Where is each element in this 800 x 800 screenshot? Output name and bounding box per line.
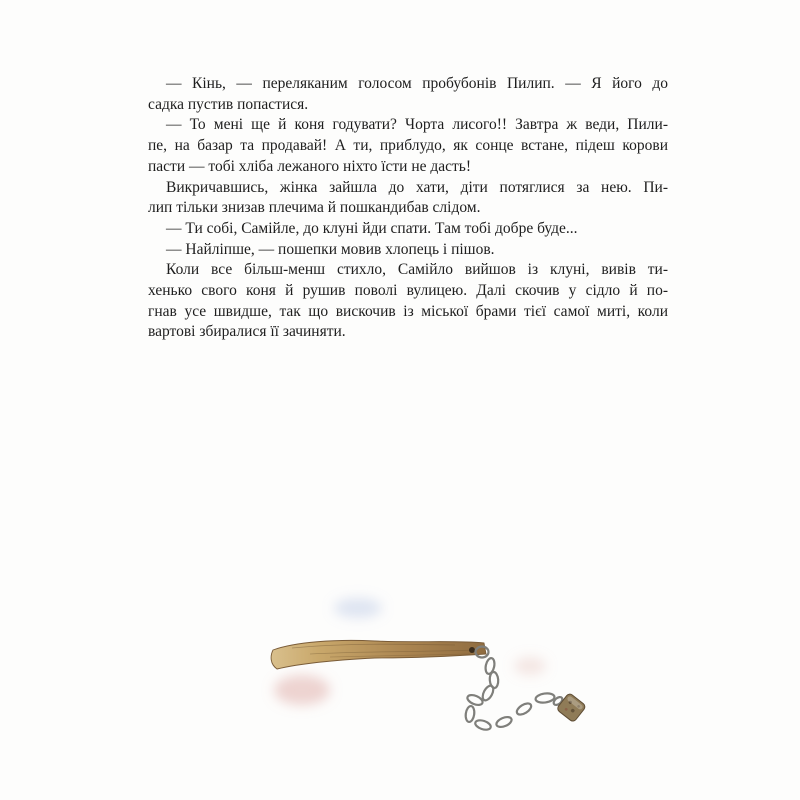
text-line: Викричавшись, жінка зайшла до хати, діти потяглися за нею. Пи- bbox=[166, 178, 668, 196]
text-line: гнав усе швидше, так що вискочив із міської брами тієї самої миті, коли bbox=[148, 302, 668, 320]
text-line: — Кінь, — переляканим голосом пробубонів Пилип. — Я його до bbox=[166, 75, 668, 92]
text-line: Коли все більш-менш стихло, Самійло вийшов із клуні, вивів ти- bbox=[166, 261, 668, 279]
watercolor-smudge-pink-small bbox=[514, 657, 546, 675]
watercolor-smudge-pink bbox=[274, 675, 330, 705]
text-line: пе, на базар та продавай! А ти, приблудо, як сонце встане, підеш корови bbox=[148, 137, 668, 155]
text-line: — Найліпше, — пошепки мовив хлопець і пішов. bbox=[166, 240, 495, 258]
flail-illustration bbox=[250, 578, 640, 763]
text-line: хенько свого коня й рушив поволі вулицею. Далі скочив у сідло й по- bbox=[148, 282, 668, 300]
text-line: — Ти собі, Самійле, до клуні йди спати. Там тобі добре буде... bbox=[166, 219, 578, 237]
metal-chain bbox=[465, 647, 564, 732]
text-line: пасти — тобі хліба лежаного ніхто їсти не дасть! bbox=[148, 157, 472, 175]
text-line: — То мені ще й коня годувати? Чорта лисого!! Завтра ж веди, Пили- bbox=[166, 116, 668, 134]
text-line: садка пустив попастися. bbox=[148, 95, 309, 113]
text-line: лип тільки знизав плечима й пошкандибав слідом. bbox=[148, 199, 481, 217]
page-text bbox=[148, 74, 668, 343]
watercolor-smudge-blue bbox=[334, 598, 382, 618]
text-line: вартові збиралися її зачиняти. bbox=[148, 323, 346, 341]
stick-hole bbox=[469, 647, 475, 653]
wooden-stick bbox=[271, 640, 486, 669]
